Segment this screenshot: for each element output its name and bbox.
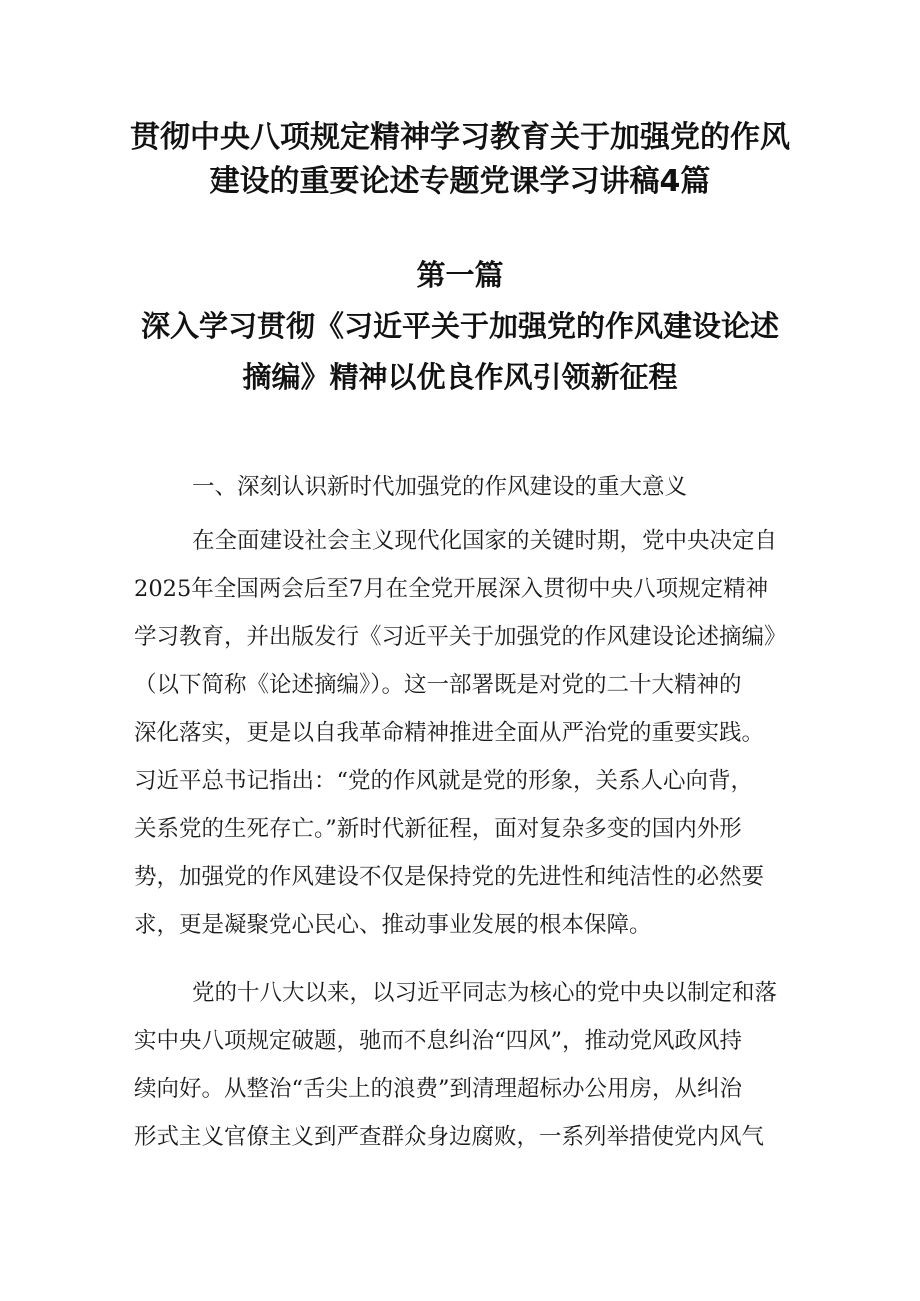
paragraph-1-line: 在全面建设社会主义现代化国家的关键时期，党中央决定自 [192,528,778,554]
paragraph-1 [134,517,794,949]
subheading-text: 一、深刻认识新时代加强党的作风建设的重大意义 [192,474,688,500]
paragraph-2 [134,969,794,1161]
section-title-line-2: 摘编》精神以优良作风引领新征程 [242,360,678,394]
title-line-1: 贯彻中央八项规定精神学习教育关于加强党的作风 [130,120,790,155]
paragraph-1-line: 关系党的生死存亡。”新时代新征程，面对复杂多变的国内外形 [134,816,742,842]
paragraph-2-line: 形式主义官僚主义到严查群众身边腐败，一系列举措使党内风气 [134,1124,765,1150]
section-heading [0,250,920,403]
section-number: 第一篇 [416,258,504,292]
paragraph-1-line: 深化落实，更是以自我革命精神推进全面从严治党的重要实践。 [134,720,765,746]
title-line-2: 建设的重要论述专题党课学习讲稿4篇 [209,164,711,199]
subheading-one [134,463,794,511]
paragraph-2-line: 续向好。从整治“舌尖上的浪费”到清理超标办公用房，从纠治 [134,1076,743,1102]
paragraph-1-line: 求，更是凝聚党心民心、推动事业发展的根本保障。 [134,912,652,938]
section-title-line-1: 深入学习贯彻《习近平关于加强党的作风建设论述 [140,309,779,343]
document-title [0,116,920,204]
paragraph-1-line: 习近平总书记指出：“党的作风就是党的形象，关系人心向背， [134,768,754,794]
paragraph-1-line: 2025年全国两会后至7月在全党开展深入贯彻中央八项规定精神 [134,576,769,602]
paragraph-1-line: （以下简称《论述摘编》）。这一部署既是对党的二十大精神的 [134,672,742,698]
paragraph-1-line: 势，加强党的作风建设不仅是保持党的先进性和纯洁性的必然要 [134,864,765,890]
paragraph-2-line: 实中央八项规定破题，驰而不息纠治“四风”，推动党风政风持 [134,1028,743,1054]
paragraph-1-line: 学习教育，并出版发行《习近平关于加强党的作风建设论述摘编》 [134,624,787,650]
paragraph-2-line: 党的十八大以来，以习近平同志为核心的党中央以制定和落 [192,980,778,1006]
